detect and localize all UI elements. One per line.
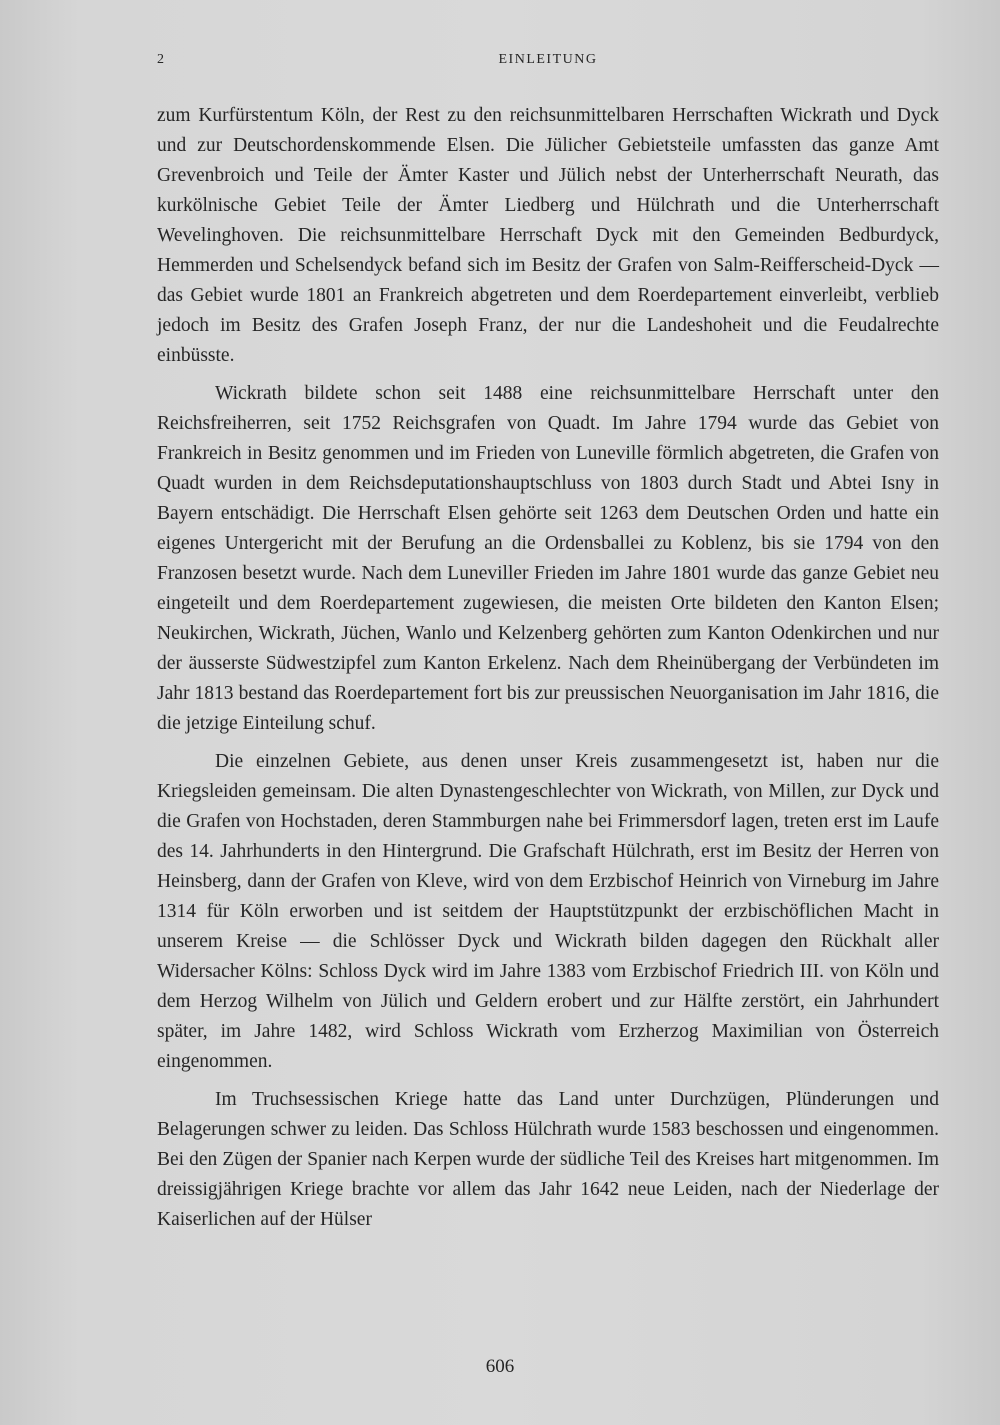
paragraph: Wickrath bildete schon seit 1488 eine reichsunmittelbare Herrschaft unter den Reichsfreiherren, seit 1752 Reichsgrafen von Quadt. Im Jahre 1794 wurde das Gebiet von Frankreich in Besitz genommen und im Frieden von Luneville förmlich abgetreten, die Grafen von Quadt wurden in dem Reichsdeputationshauptschluss von 1803 durch Stadt und Abtei Isny in Bayern entschädigt. Die Herrschaft Elsen gehörte seit 1263 dem Deutschen Orden und hatte ein eigenes Untergericht mit der Berufung an die Ordensballei zu Koblenz, bis sie 1794 von den Franzosen besetzt wurde. Nach dem Luneviller Frieden im Jahre 1801 wurde das ganze Gebiet neu eingeteilt und dem Roerdepartement zugewiesen, die meisten Orte bildeten den Kanton Elsen; Neukirchen, Wickrath, Jüchen, Wanlo und Kelzenberg gehörten zum Kanton Odenkirchen und nur der äusserste Südwestzipfel zum Kanton Erkelenz. Nach dem Rheinübergang der Verbündeten im Jahr 1813 bestand das Roerdepartement fort bis zur preussischen Neuorganisation im Jahr 1816, die die jetzige Einteilung schuf.	[157, 383, 939, 734]
body-text	[157, 101, 939, 1235]
paragraph: zum Kurfürstentum Köln, der Rest zu den reichsunmittelbaren Herrschaften Wickrath und Dyck und zur Deutschordenskommende Elsen. Die Jülicher Gebietsteile umfassten das ganze Amt Grevenbroich und Teile der Ämter Kaster und Jülich nebst der Unterherrschaft Neurath, das kurkölnische Gebiet Teile der Ämter Liedberg und Hülchrath und die Unterherrschaft Wevelinghoven. Die reichsunmittelbare Herrschaft Dyck mit den Gemeinden Bedburdyck, Hemmerden und Schelsendyck befand sich im Besitz der Grafen von Salm-Reifferscheid-Dyck — das Gebiet wurde 1801 an Frankreich abgetreten und dem Roerdepartement einverleibt, verblieb jedoch im Besitz des Grafen Joseph Franz, der nur die Landeshoheit und die Feudalrechte einbüsste.	[157, 105, 939, 366]
paragraph: Im Truchsessischen Kriege hatte das Land unter Durchzügen, Plünderungen und Belagerungen schwer zu leiden. Das Schloss Hülchrath wurde 1583 beschossen und eingenommen. Bei den Zügen der Spanier nach Kerpen wurde der südliche Teil des Kreises hart mitgenommen. Im dreissigjährigen Kriege brachte vor allem das Jahr 1642 neue Leiden, nach der Niederlage der Kaiserlichen auf der Hülser	[157, 1089, 939, 1230]
page-number: 2	[157, 52, 164, 67]
footer-page-number: 606	[485, 1356, 515, 1377]
running-head: EINLEITUNG	[498, 52, 598, 67]
page-header	[157, 52, 939, 70]
paragraph: Die einzelnen Gebiete, aus denen unser Kreis zusammengesetzt ist, haben nur die Kriegsleiden gemeinsam. Die alten Dynastengeschlechter von Wickrath, von Millen, zur Dyck und die Grafen von Hochstaden, deren Stammburgen nahe bei Frimmersdorf lagen, treten erst im Laufe des 14. Jahrhunderts in den Hintergrund. Die Grafschaft Hülchrath, erst im Besitz der Herren von Heinsberg, dann der Grafen von Kleve, wird von dem Erzbischof Heinrich von Virneburg im Jahre 1314 für Köln erworben und ist seitdem der Hauptstützpunkt der erzbischöflichen Macht in unserem Kreise — die Schlösser Dyck und Wickrath bilden dagegen den Rückhalt aller Widersacher Kölns: Schloss Dyck wird im Jahre 1383 vom Erzbischof Friedrich III. von Köln und dem Herzog Wilhelm von Jülich und Geldern erobert und zur Hälfte zerstört, ein Jahrhundert später, im Jahre 1482, wird Schloss Wickrath vom Erzherzog Maximilian von Österreich eingenommen.	[157, 751, 939, 1072]
